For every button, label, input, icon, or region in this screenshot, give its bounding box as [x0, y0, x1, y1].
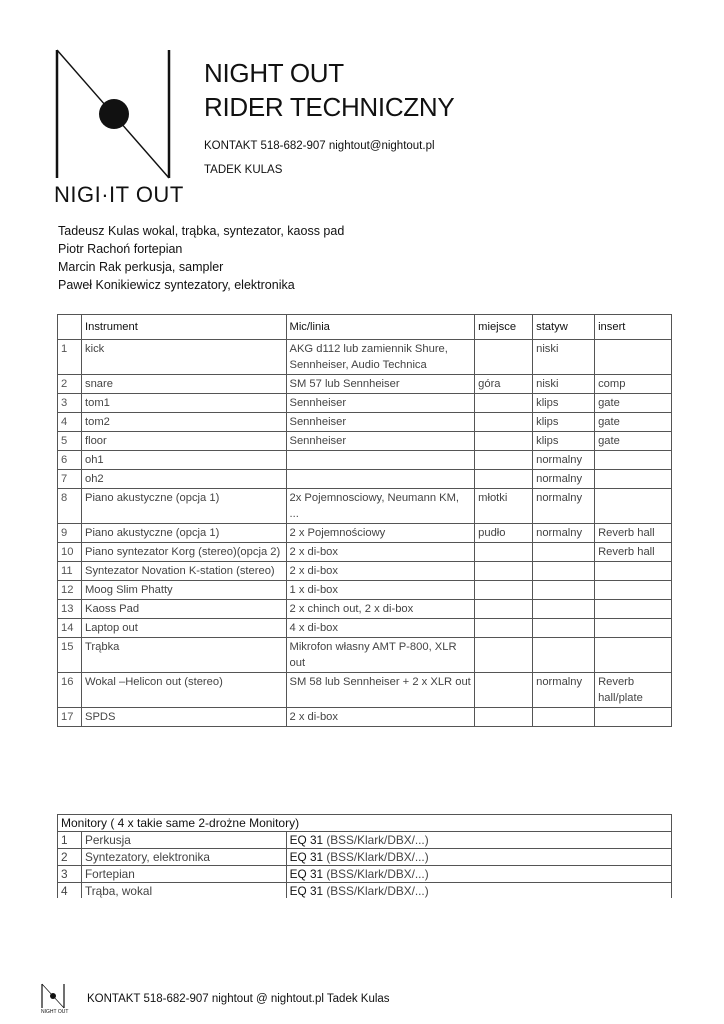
cell-num: 12 [58, 581, 82, 600]
cell-num: 5 [58, 432, 82, 451]
header-instrument: Instrument [81, 315, 286, 340]
cell-insert [595, 708, 672, 727]
cell-num: 10 [58, 543, 82, 562]
cell-num: 15 [58, 638, 82, 673]
cell-mic: 2 x chinch out, 2 x di-box [286, 600, 475, 619]
monitor-num: 3 [58, 866, 82, 883]
contact-line: KONTAKT 518-682-907 nightout@nightout.pl [204, 140, 435, 152]
table-header-row [58, 315, 672, 340]
cell-mic: 2x Pojemnosciowy, Neumann KM, ... [286, 489, 475, 524]
cell-insert: Reverb hall/plate [595, 673, 672, 708]
footer-contact: KONTAKT 518-682-907 nightout @ nightout.pl Tadek Kulas [87, 993, 390, 1005]
cell-mic: 2 x Pojemnościowy [286, 524, 475, 543]
cell-num: 16 [58, 673, 82, 708]
monitor-row [58, 832, 672, 849]
cell-stand: normalny [533, 524, 595, 543]
monitor-eq-model: EQ 31 [289, 867, 324, 881]
cell-insert: gate [595, 432, 672, 451]
cell-mic: 2 x di-box [286, 708, 475, 727]
monitor-eq-model: EQ 31 [289, 833, 324, 847]
cell-mic [286, 470, 475, 489]
cell-stand: klips [533, 394, 595, 413]
member-line: Marcin Rak perkusja, sampler [58, 260, 224, 274]
cell-place [475, 340, 533, 375]
table-row [58, 489, 672, 524]
cell-place [475, 708, 533, 727]
monitor-eq-model: EQ 31 [289, 884, 324, 898]
header-stand: statyw [533, 315, 595, 340]
cell-insert: gate [595, 394, 672, 413]
band-members [58, 222, 344, 294]
cell-insert: Reverb hall [595, 524, 672, 543]
table-row [58, 562, 672, 581]
cell-mic: AKG d112 lub zamiennik Shure, Sennheiser, Audio Technica [286, 340, 475, 375]
monitors-title: Monitory ( 4 x takie same 2-drożne Monitory) [58, 815, 672, 832]
monitor-num: 1 [58, 832, 82, 849]
cell-instrument: floor [81, 432, 286, 451]
footer-logo-text: NIGHT OUT [41, 1009, 69, 1015]
cell-stand: niski [533, 340, 595, 375]
member-line: Piotr Rachoń fortepian [58, 242, 183, 256]
cell-place [475, 394, 533, 413]
cell-insert [595, 451, 672, 470]
table-row [58, 394, 672, 413]
monitor-num: 4 [58, 883, 82, 900]
cell-insert [595, 470, 672, 489]
header-insert: insert [595, 315, 672, 340]
monitor-eq [286, 883, 671, 900]
cell-stand: normalny [533, 451, 595, 470]
cell-stand: klips [533, 413, 595, 432]
cell-num: 7 [58, 470, 82, 489]
monitor-eq [286, 849, 671, 866]
cell-place [475, 581, 533, 600]
cell-stand [533, 600, 595, 619]
cell-place: młotki [475, 489, 533, 524]
cell-place [475, 470, 533, 489]
cell-stand: niski [533, 375, 595, 394]
cell-insert [595, 619, 672, 638]
cell-mic: SM 57 lub Sennheiser [286, 375, 475, 394]
cell-num: 2 [58, 375, 82, 394]
monitor-name: Fortepian [81, 866, 286, 883]
cell-stand [533, 708, 595, 727]
cell-stand: klips [533, 432, 595, 451]
cell-stand: normalny [533, 673, 595, 708]
cell-instrument: snare [81, 375, 286, 394]
header-num [58, 315, 82, 340]
cell-instrument: oh2 [81, 470, 286, 489]
table-row [58, 470, 672, 489]
cell-num: 17 [58, 708, 82, 727]
cell-instrument: kick [81, 340, 286, 375]
monitor-name: Perkusja [81, 832, 286, 849]
header-place: miejsce [475, 315, 533, 340]
cell-instrument: oh1 [81, 451, 286, 470]
cell-insert [595, 489, 672, 524]
footer [40, 982, 640, 1018]
cell-place [475, 600, 533, 619]
table-row [58, 673, 672, 708]
table-row [58, 451, 672, 470]
cell-instrument: SPDS [81, 708, 286, 727]
cell-num: 13 [58, 600, 82, 619]
cell-place [475, 413, 533, 432]
cell-instrument: tom2 [81, 413, 286, 432]
cell-stand [533, 543, 595, 562]
title-line-2: RIDER TECHNICZNY [204, 92, 455, 122]
table-row [58, 543, 672, 562]
monitor-num: 2 [58, 849, 82, 866]
cell-mic: Sennheiser [286, 413, 475, 432]
cell-num: 6 [58, 451, 82, 470]
cell-mic: Sennheiser [286, 394, 475, 413]
cell-stand: normalny [533, 489, 595, 524]
cell-stand: normalny [533, 470, 595, 489]
monitor-name: Trąba, wokal [81, 883, 286, 900]
title-line-1: NIGHT OUT [204, 58, 344, 88]
cell-instrument: Wokal –Helicon out (stereo) [81, 673, 286, 708]
monitor-eq [286, 866, 671, 883]
table-row [58, 600, 672, 619]
cell-num: 3 [58, 394, 82, 413]
cell-num: 9 [58, 524, 82, 543]
cell-stand [533, 581, 595, 600]
cell-instrument: Piano akustyczne (opcja 1) [81, 489, 286, 524]
cell-num: 4 [58, 413, 82, 432]
cell-mic: SM 58 lub Sennheiser + 2 x XLR out [286, 673, 475, 708]
monitors-title-row [58, 815, 672, 832]
contact-person: TADEK KULAS [204, 164, 283, 176]
table-row [58, 375, 672, 394]
cell-instrument: tom1 [81, 394, 286, 413]
cell-instrument: Laptop out [81, 619, 286, 638]
cell-num: 11 [58, 562, 82, 581]
cell-mic: 2 x di-box [286, 543, 475, 562]
monitor-eq-model: EQ 31 [289, 850, 324, 864]
cell-num: 14 [58, 619, 82, 638]
cell-stand [533, 638, 595, 673]
monitor-row [58, 849, 672, 866]
table-row [58, 340, 672, 375]
table-row [58, 524, 672, 543]
cell-instrument: Kaoss Pad [81, 600, 286, 619]
cell-place: pudło [475, 524, 533, 543]
cell-insert [595, 638, 672, 673]
cell-stand [533, 562, 595, 581]
cell-instrument: Piano syntezator Korg (stereo)(opcja 2) [81, 543, 286, 562]
cell-place [475, 432, 533, 451]
monitor-eq-brands: (BSS/Klark/DBX/...) [323, 833, 429, 847]
header-mic: Mic/linia [286, 315, 475, 340]
monitor-eq [286, 832, 671, 849]
table-row [58, 708, 672, 727]
cell-place [475, 451, 533, 470]
cell-place [475, 562, 533, 581]
cell-mic: 1 x di-box [286, 581, 475, 600]
cell-insert [595, 600, 672, 619]
cell-mic: Sennheiser [286, 432, 475, 451]
document-title [204, 56, 454, 124]
monitor-eq-brands: (BSS/Klark/DBX/...) [323, 884, 429, 898]
cell-place [475, 638, 533, 673]
input-list-table [57, 314, 672, 727]
page-cut [57, 898, 672, 904]
monitor-eq-brands: (BSS/Klark/DBX/...) [323, 850, 429, 864]
cell-place [475, 673, 533, 708]
monitor-name: Syntezatory, elektronika [81, 849, 286, 866]
cell-place [475, 543, 533, 562]
cell-instrument: Piano akustyczne (opcja 1) [81, 524, 286, 543]
cell-instrument: Trąbka [81, 638, 286, 673]
cell-place: góra [475, 375, 533, 394]
cell-insert: comp [595, 375, 672, 394]
cell-mic: 4 x di-box [286, 619, 475, 638]
table-row [58, 619, 672, 638]
member-line: Paweł Konikiewicz syntezatory, elektronika [58, 278, 295, 292]
cell-mic: 2 x di-box [286, 562, 475, 581]
cell-insert: Reverb hall [595, 543, 672, 562]
monitor-row [58, 883, 672, 900]
table-row [58, 432, 672, 451]
monitors-table [57, 814, 672, 900]
table-row [58, 638, 672, 673]
cell-insert [595, 340, 672, 375]
logo-wordmark: NIGI·IT OUT [54, 182, 184, 207]
cell-instrument: Syntezator Novation K-station (stereo) [81, 562, 286, 581]
cell-insert [595, 562, 672, 581]
monitor-eq-brands: (BSS/Klark/DBX/...) [323, 867, 429, 881]
cell-insert [595, 581, 672, 600]
cell-instrument: Moog Slim Phatty [81, 581, 286, 600]
cell-insert: gate [595, 413, 672, 432]
cell-num: 8 [58, 489, 82, 524]
cell-num: 1 [58, 340, 82, 375]
cell-mic [286, 451, 475, 470]
member-line: Tadeusz Kulas wokal, trąbka, syntezator, kaoss pad [58, 224, 345, 238]
cell-mic: Mikrofon własny AMT P-800, XLR out [286, 638, 475, 673]
cell-place [475, 619, 533, 638]
monitor-row [58, 866, 672, 883]
cell-stand [533, 619, 595, 638]
table-row [58, 581, 672, 600]
table-row [58, 413, 672, 432]
